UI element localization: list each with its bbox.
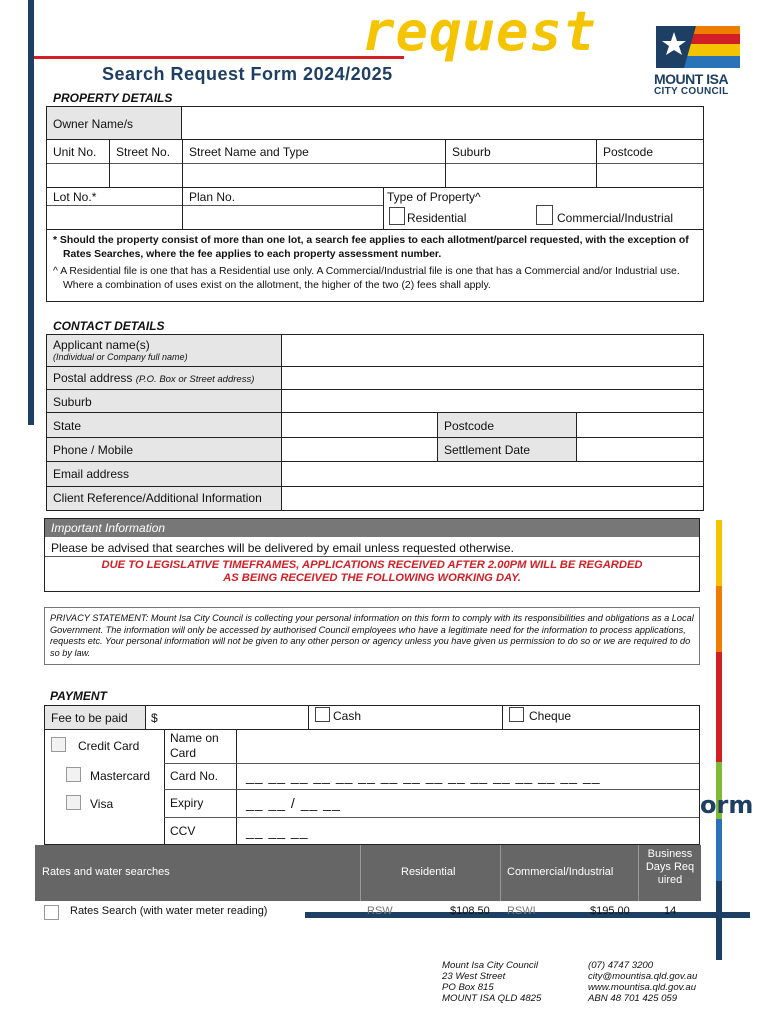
- privacy-statement: PRIVACY STATEMENT: Mount Isa City Council is collecting your personal information on this form to comply with its responsibilities and obligations as a Local Government. The information will only be accessed by authorised Council employees who have a legitimate need for the information to process applications, requests etc. Your personal information will not be given to any other person or agency unless you have given us permission to do so or we are required to do so by law.: [50, 613, 694, 658]
- residential-label: Residential: [407, 211, 467, 225]
- postal-sublabel: (P.O. Box or Street address): [135, 374, 255, 385]
- client-reference-label: Client Reference/Additional Information: [53, 491, 262, 505]
- footer-phone: (07) 4747 3200: [588, 960, 654, 971]
- mastercard-label: Mastercard: [90, 769, 151, 783]
- ccv-field[interactable]: __ __ __: [246, 823, 309, 839]
- applicant-sublabel: (Individual or Company full name): [53, 352, 188, 362]
- street-name-label: Street Name and Type: [189, 145, 309, 159]
- rates-code-commercial: RSWI: [507, 905, 536, 917]
- council-logo: [654, 24, 740, 98]
- rates-header-days: Business Days Required: [645, 848, 695, 886]
- rates-price-commercial: $195.00: [590, 905, 630, 917]
- residential-checkbox[interactable]: [389, 207, 405, 225]
- applicant-label: Applicant name(s): [53, 338, 150, 352]
- logo-line1: MOUNT ISA: [654, 71, 729, 87]
- footer-email[interactable]: city@mountisa.qld.gov.au: [588, 971, 698, 982]
- postal-label-text: Postal address: [53, 371, 133, 385]
- rates-search-checkbox[interactable]: [44, 905, 59, 920]
- mastercard-checkbox[interactable]: [66, 767, 81, 782]
- commercial-label: Commercial/Industrial: [557, 211, 674, 225]
- fee-amount-field[interactable]: [160, 707, 306, 728]
- contact-section-title: CONTACT DETAILS: [53, 319, 165, 333]
- card-no-field[interactable]: __ __ __ __ __ __ __ __ __ __ __ __ __ __ __ __: [246, 768, 601, 784]
- left-accent-bar: [28, 0, 34, 425]
- property-type-label: Type of Property^: [387, 190, 481, 204]
- postal-address-field[interactable]: [283, 367, 702, 388]
- right-accent-bar: [716, 520, 722, 960]
- footer-address-line: 23 West Street: [442, 971, 506, 982]
- footer-abn: ABN 48 701 425 059: [588, 993, 678, 1004]
- lot-no-field[interactable]: [48, 206, 181, 228]
- phone-field[interactable]: [283, 438, 436, 460]
- owner-label: Owner Name/s: [53, 117, 134, 131]
- footer-contact: [588, 960, 697, 1004]
- unit-label: Unit No.: [53, 145, 97, 159]
- contact-suburb-field[interactable]: [283, 390, 702, 411]
- settlement-date-field[interactable]: [578, 438, 702, 460]
- suburb-field[interactable]: [446, 164, 595, 186]
- credit-card-label: Credit Card: [78, 739, 140, 753]
- visa-label: Visa: [90, 797, 114, 811]
- street-name-field[interactable]: [183, 164, 444, 186]
- contact-postcode-label: Postcode: [444, 419, 495, 433]
- applicant-field[interactable]: [283, 336, 702, 365]
- name-on-card-field[interactable]: [238, 731, 698, 762]
- contact-postcode-field[interactable]: [578, 413, 702, 436]
- fee-label: Fee to be paid: [51, 711, 128, 725]
- postcode-field[interactable]: [597, 164, 702, 186]
- owner-name-field[interactable]: [183, 108, 702, 138]
- unit-no-field[interactable]: [48, 164, 108, 186]
- commercial-checkbox[interactable]: [536, 205, 553, 225]
- council-logo-emblem: [654, 24, 740, 70]
- name-on-card-label-2: Card: [170, 746, 197, 760]
- expiry-label: Expiry: [170, 796, 204, 810]
- cash-checkbox[interactable]: [315, 707, 330, 722]
- contact-suburb-label: Suburb: [53, 395, 92, 409]
- state-label: State: [53, 419, 82, 433]
- page-title: Search Request Form 2024/2025: [102, 64, 393, 84]
- rates-header-left: Rates and water searches: [42, 866, 170, 878]
- rates-days: 14: [664, 905, 677, 917]
- footer-address-line: PO Box 815: [442, 982, 494, 993]
- deadline-warning-2: AS BEING RECEIVED THE FOLLOWING WORKING DAY.: [223, 572, 521, 584]
- footer-address-line: MOUNT ISA QLD 4825: [442, 993, 542, 1004]
- street-no-label: Street No.: [116, 145, 171, 159]
- ccv-label: CCV: [170, 824, 196, 838]
- lot-note: * Should the property consist of more than one lot, a search fee applies to each allotment/parcel requested, with the exception of Rates Searches, where the fee applies to each property assessment number.: [53, 235, 689, 260]
- postcode-label: Postcode: [603, 145, 654, 159]
- property-type-note: ^ A Residential file is one that has a Residential use only. A Commercial/Industrial file is one that has a Commercial and/or Industrial use. Where a combination of uses exist on the allotment, the higher of the two (2) fees shall apply.: [53, 266, 680, 291]
- important-info-title: Important Information: [51, 521, 166, 535]
- rates-code-residential: RSW: [367, 905, 393, 917]
- visa-checkbox[interactable]: [66, 795, 81, 810]
- logo-line2: CITY COUNCIL: [654, 86, 729, 97]
- plan-label: Plan No.: [189, 190, 236, 204]
- rates-header-residential: Residential: [401, 866, 456, 878]
- card-no-label: Card No.: [170, 769, 219, 783]
- form-word-partial: orm: [700, 791, 754, 819]
- name-on-card-label-1: Name on: [170, 731, 219, 745]
- lot-label: Lot No.*: [53, 190, 97, 204]
- phone-label: Phone / Mobile: [53, 443, 134, 457]
- postal-label: [53, 371, 254, 385]
- footer-website[interactable]: www.mountisa.qld.gov.au: [588, 982, 697, 993]
- footer-address: [442, 960, 541, 1004]
- state-field[interactable]: [283, 413, 436, 436]
- suburb-label: Suburb: [452, 145, 491, 159]
- plan-no-field[interactable]: [184, 206, 382, 228]
- email-label: Email address: [53, 467, 130, 481]
- expiry-field[interactable]: __ __ / __ __: [246, 795, 341, 811]
- footer-address-line: Mount Isa City Council: [442, 960, 538, 971]
- payment-section-title: PAYMENT: [50, 689, 107, 703]
- email-field[interactable]: [283, 462, 702, 485]
- cash-label: Cash: [333, 709, 362, 723]
- rates-header-commercial: Commercial/Industrial: [507, 866, 614, 878]
- settlement-date-label: Settlement Date: [444, 443, 531, 457]
- rates-price-residential: $108.50: [450, 905, 490, 917]
- cheque-label: Cheque: [529, 709, 572, 723]
- header-rule: [34, 56, 404, 59]
- rates-search-label: Rates Search (with water meter reading): [70, 905, 268, 917]
- cheque-checkbox[interactable]: [509, 707, 524, 722]
- credit-card-checkbox[interactable]: [51, 737, 66, 752]
- currency-symbol: $: [151, 711, 158, 725]
- important-info-line: Please be advised that searches will be delivered by email unless requested otherwise.: [51, 541, 514, 555]
- client-reference-field[interactable]: [283, 487, 702, 509]
- deadline-warning-1: DUE TO LEGISLATIVE TIMEFRAMES, APPLICATIONS RECEIVED AFTER 2.00PM WILL BE REGARDED: [101, 559, 643, 571]
- watermark-word: request: [362, 0, 597, 63]
- property-section-title: PROPERTY DETAILS: [53, 91, 173, 105]
- street-no-field[interactable]: [110, 164, 181, 186]
